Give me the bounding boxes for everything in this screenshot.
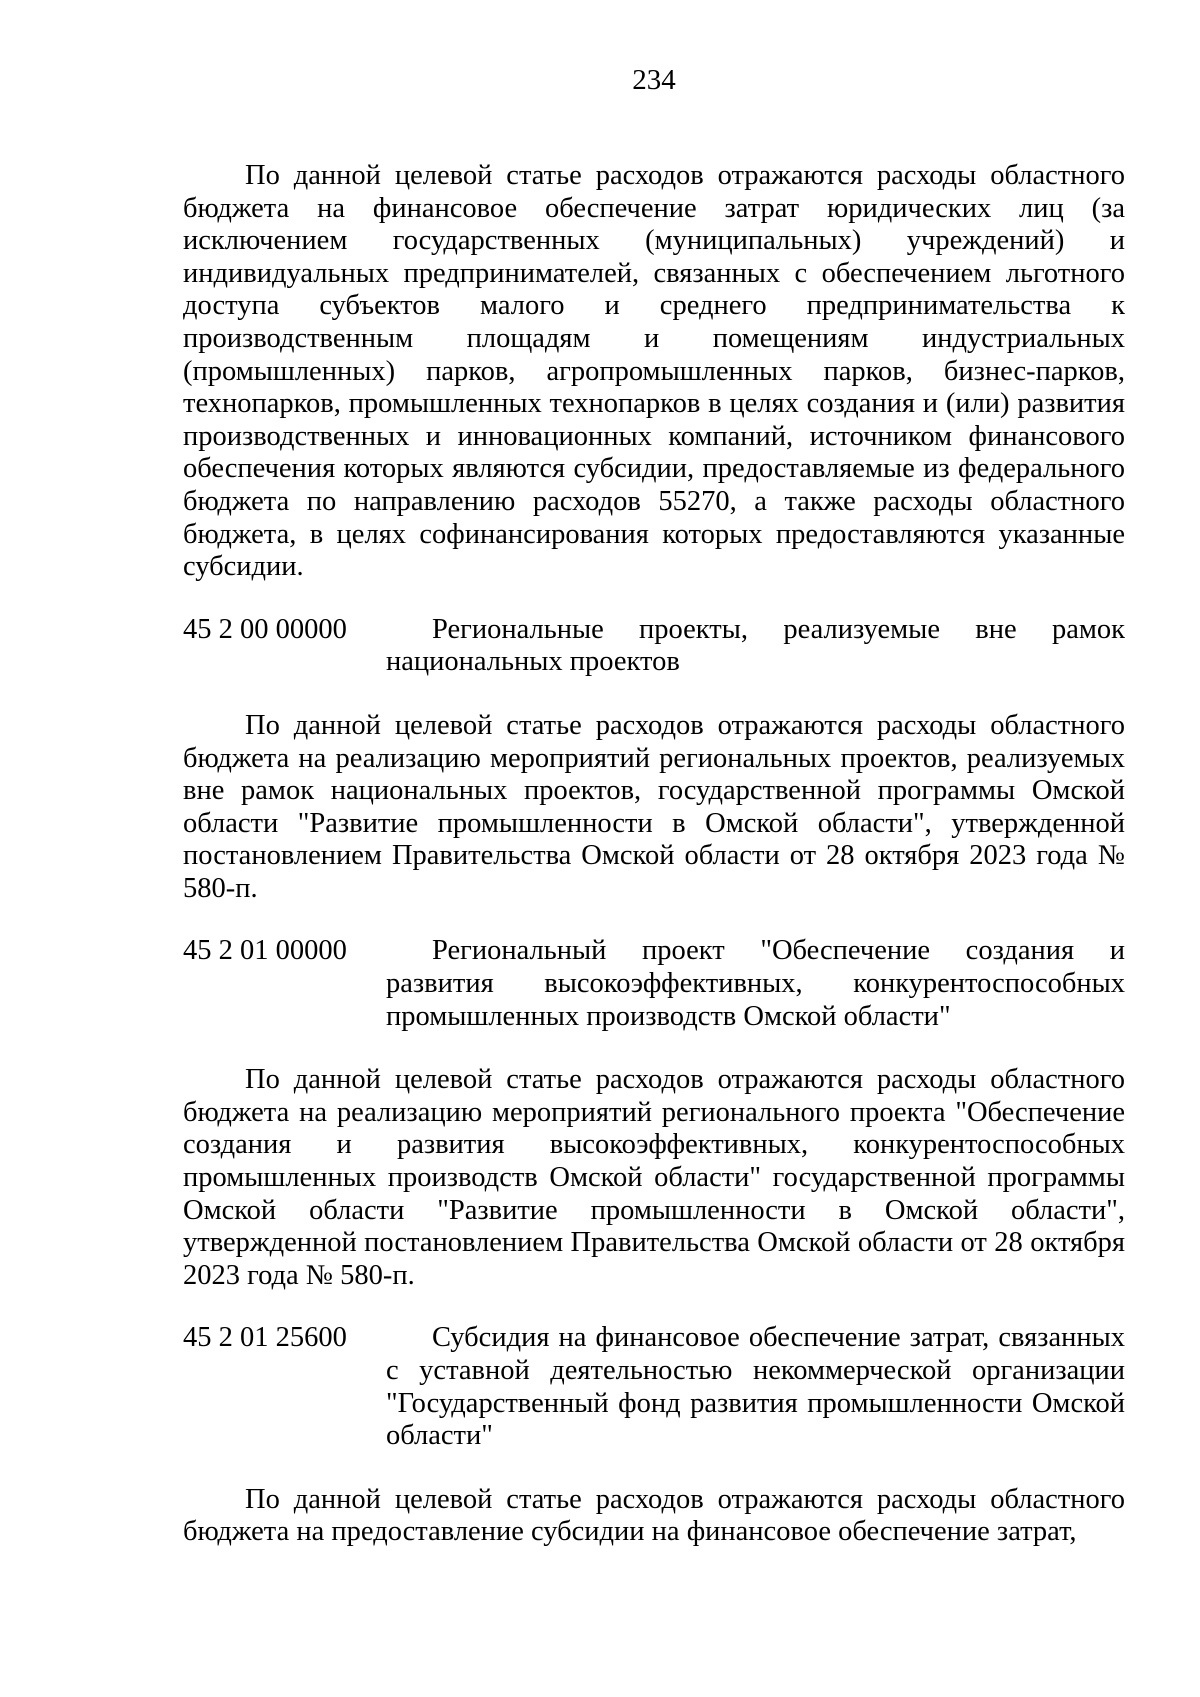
- budget-entry-45-2-00-00000: [183, 614, 1125, 679]
- paragraph-3: По данной целевой статье расходов отражаются расходы областного бюджета на реализацию мероприятий регионального проекта "Обеспечение создания и развития высокоэффективных, конкурентоспособных промышленных производств Омской области" государственной программы Омской области "Развитие промышленности в Омской области", утвержденной постановлением Правительства Омской области от 28 октября 2023 года № 580-п.: [183, 1064, 1125, 1291]
- budget-entry-45-2-01-00000: [183, 935, 1125, 1033]
- entry-code: 45 2 01 25600: [183, 1322, 347, 1354]
- entry-code: 45 2 01 00000: [183, 935, 347, 967]
- budget-entry-45-2-01-25600: [183, 1322, 1125, 1452]
- entry-title: Субсидия на финансовое обеспечение затрат, связанных с уставной деятельностью некоммерческой организации "Государственный фонд развития промышленности Омской области": [386, 1322, 1125, 1452]
- paragraph-1: По данной целевой статье расходов отражаются расходы областного бюджета на финансовое обеспечение затрат юридических лиц (за исключением государственных (муниципальных) учреждений) и индивидуальных предпринимателей, связанных с обеспечением льготного доступа субъектов малого и среднего предпринимательства к производственным площадям и помещениям индустриальных (промышленных) парков, агропромышленных парков, бизнес-парков, технопарков, промышленных технопарков в целях создания и (или) развития производственных и инновационных компаний, источником финансового обеспечения которых являются субсидии, предоставляемые из федерального бюджета по направлению расходов 55270, а также расходы областного бюджета, в целях софинансирования которых предоставляются указанные субсидии.: [183, 160, 1125, 583]
- entry-title: Региональные проекты, реализуемые вне рамок национальных проектов: [386, 613, 1125, 678]
- entry-code: 45 2 00 00000: [183, 613, 347, 645]
- paragraph-2: По данной целевой статье расходов отражаются расходы областного бюджета на реализацию мероприятий региональных проектов, реализуемых вне рамок национальных проектов, государственной программы Омской области "Развитие промышленности в Омской области", утвержденной постановлением Правительства Омской области от 28 октября 2023 года № 580-п.: [183, 709, 1125, 904]
- entry-title: Региональный проект "Обеспечение создания и развития высокоэффективных, конкурентоспособных промышленных производств Омской области": [386, 935, 1125, 1032]
- document-page: [183, 60, 1125, 1549]
- paragraph-4: По данной целевой статье расходов отражаются расходы областного бюджета на предоставление субсидии на финансовое обеспечение затрат,: [183, 1483, 1125, 1548]
- page-number: 234: [632, 64, 676, 96]
